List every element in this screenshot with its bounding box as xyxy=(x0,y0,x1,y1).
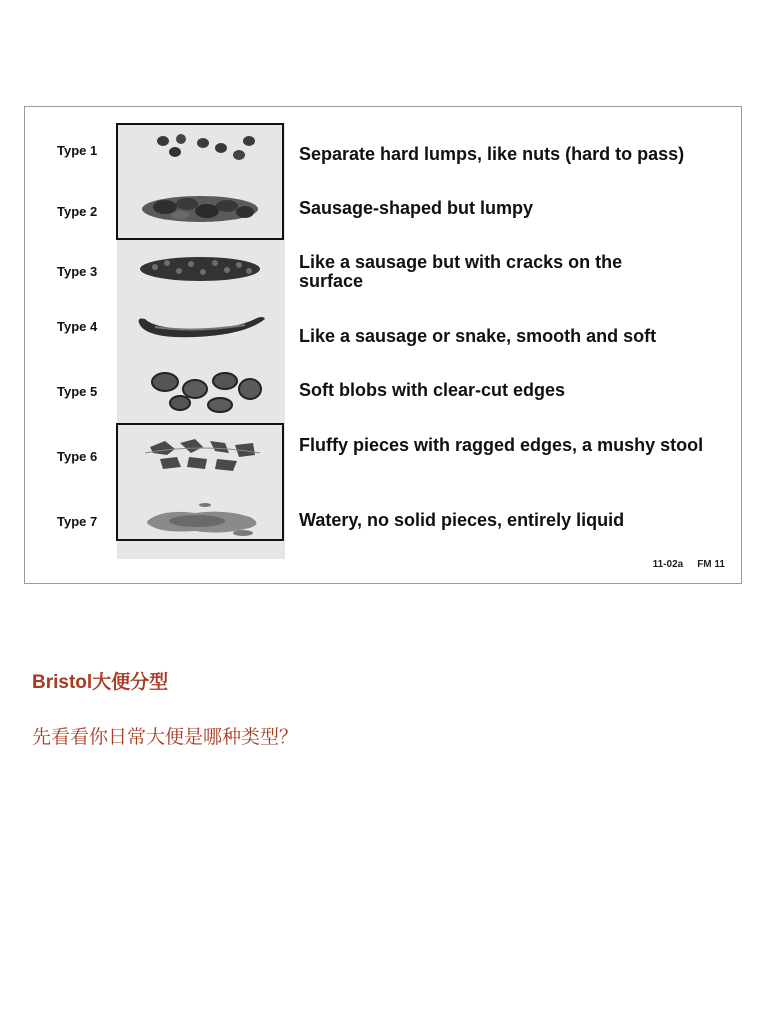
type-5-label: Type 5 xyxy=(57,384,98,399)
type-6-label: Type 6 xyxy=(57,449,98,464)
type-6-7-frame xyxy=(116,423,284,541)
type-3-stool-illustration xyxy=(125,253,275,285)
type-2-label: Type 2 xyxy=(57,204,98,219)
figure-code-left: 11-02a xyxy=(652,559,684,570)
type-7-label: Type 7 xyxy=(57,514,98,529)
type-4-stool-illustration xyxy=(125,311,275,343)
type-7-description: Watery, no solid pieces, entirely liquid xyxy=(299,510,625,530)
type-4-label: Type 4 xyxy=(57,319,98,334)
type-4-description: Like a sausage or snake, smooth and soft xyxy=(299,326,657,346)
type-1-description: Separate hard lumps, like nuts (hard to pass) xyxy=(299,144,685,164)
bristol-stool-chart-figure xyxy=(24,106,742,584)
type-2-description: Sausage-shaped but lumpy xyxy=(299,198,534,218)
type-3-label: Type 3 xyxy=(57,264,98,279)
article-question: 先看看你日常大便是哪种类型？ xyxy=(32,727,299,748)
article-title: Bristol大便分型 xyxy=(32,672,169,693)
figure-code-right: FM 11 xyxy=(697,559,725,570)
figure-reference-code xyxy=(653,559,725,570)
type-1-label: Type 1 xyxy=(57,143,98,158)
type-6-description: Fluffy pieces with ragged edges, a mushy stool xyxy=(299,435,704,455)
type-5-description: Soft blobs with clear-cut edges xyxy=(299,380,566,400)
type-5-stool-illustration xyxy=(125,367,275,417)
type-1-2-frame xyxy=(116,123,284,240)
type-3-description: Like a sausage but with cracks on the surface xyxy=(299,252,623,291)
